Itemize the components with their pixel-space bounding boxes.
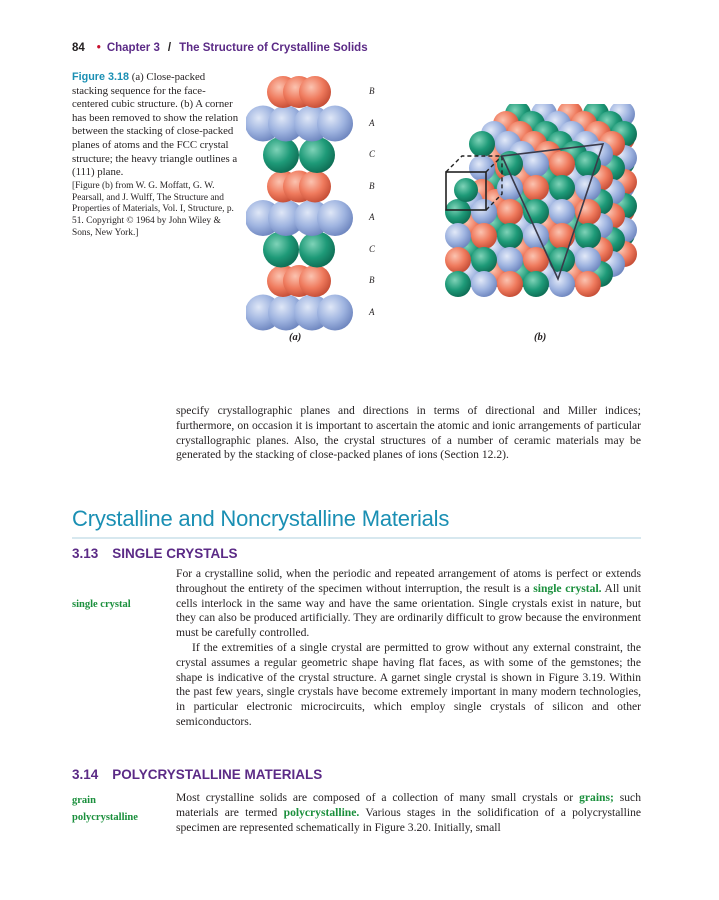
atom <box>523 151 549 177</box>
running-head <box>72 42 368 54</box>
atom <box>497 271 523 297</box>
figure-caption <box>72 71 242 240</box>
atom-layer-a <box>317 106 353 142</box>
paragraph-text: such materials are termed <box>176 791 642 819</box>
running-head-separator: • <box>96 42 101 54</box>
atom <box>575 247 601 273</box>
corner-cell-atom <box>454 178 478 202</box>
subsection-title: POLYCRYSTALLINE MATERIALS <box>112 767 323 782</box>
atom-layer-c <box>263 232 299 268</box>
atom <box>523 271 549 297</box>
paragraph-text: All unit cells interlock in the same way and have the same orientation. Single crystals exist in nature, but they can also be produced artificially. They are ordinarily difficult to grow because the environment must be carefully controlled. <box>176 581 642 640</box>
atom-layer-c <box>299 232 335 268</box>
atom <box>445 271 471 297</box>
atom <box>497 199 523 225</box>
running-head-slash: / <box>167 42 172 54</box>
atom-layer-b <box>299 171 331 203</box>
paragraph: If the extremities of a single crystal are permitted to grow without any external constraint, the crystal assumes a regular geometric shape having flat faces, as with some of the gemstones; the shape is indicative of the crystal structure. A garnet single crystal is shown in Figure 3.19. Within the past few years, single crystals have become extremely important in many modern technologies, in particular electronic microcircuits, which employ single crystals of silicon and other semiconductors. <box>176 640 641 728</box>
page-number: 84 <box>72 42 85 54</box>
glossary-term: single crystal. <box>533 581 602 595</box>
paragraph <box>176 791 641 835</box>
atom <box>549 151 575 177</box>
figure-b-fcc-cube <box>428 104 648 314</box>
margin-term-grain: grain <box>72 795 96 806</box>
figure-label: Figure 3.18 <box>72 71 130 83</box>
atom <box>469 131 495 157</box>
paragraph-text: Various stages in the solidification of a polycrystalline specimen are represented schematically in Figure 3.20. Initially, small <box>176 805 642 834</box>
glossary-term: grains; <box>579 791 614 804</box>
section-title: Crystalline and Noncrystalline Materials <box>72 506 450 531</box>
section-3-13-body <box>176 567 641 730</box>
atom <box>497 247 523 273</box>
layer-letter: A <box>369 212 375 222</box>
atom <box>469 155 495 181</box>
subsection-3-13-heading <box>72 546 238 561</box>
layer-letter: C <box>369 243 376 254</box>
atom <box>575 223 601 249</box>
layer-letter: B <box>369 86 375 96</box>
subsection-title: SINGLE CRYSTALS <box>112 546 238 561</box>
margin-term-polycrystalline: polycrystalline <box>72 812 138 823</box>
atom-layer-c <box>263 137 299 173</box>
atom <box>471 247 497 273</box>
intro-paragraph <box>176 404 641 463</box>
atom <box>575 271 601 297</box>
atom-layer-b <box>299 76 331 108</box>
atom <box>549 223 575 249</box>
margin-term-single-crystal: single crystal <box>72 599 131 610</box>
atom <box>575 199 601 225</box>
paragraph-text: Most crystalline solids are composed of a collection of many small crystals or <box>176 791 580 804</box>
atom <box>471 223 497 249</box>
figure-caption-text: (a) Close-packed stacking sequence for the face-centered cubic structure. (b) A corner has been removed to show the relation between the stacking of close-packed planes of atoms and the FCC crystal structure; the heavy triangle outlines a (111) plane. <box>72 71 239 179</box>
atom <box>549 175 575 201</box>
chapter-title: The Structure of Crystalline Solids <box>179 42 368 54</box>
atom <box>549 271 575 297</box>
subsection-number: 3.14 <box>72 767 99 782</box>
atom <box>445 223 471 249</box>
subsection-3-14-heading <box>72 767 322 782</box>
atom <box>549 199 575 225</box>
figure-credit: [Figure (b) from W. G. Moffatt, G. W. Pearsall, and J. Wulff, The Structure and Properties of Materials, Vol. I, Structure, p. 51. Copyright © 1964 by John Wiley & Sons, New York.] <box>72 180 234 238</box>
paragraph <box>176 567 641 641</box>
chapter-label: Chapter 3 <box>106 42 160 54</box>
atom <box>445 199 471 225</box>
atom-layer-b <box>299 265 331 297</box>
atom <box>471 271 497 297</box>
layer-letter: A <box>369 306 375 317</box>
atom <box>497 223 523 249</box>
atom <box>445 247 471 273</box>
atom <box>497 175 523 201</box>
atom <box>523 175 549 201</box>
layer-letter: B <box>369 180 375 191</box>
section-rule <box>72 537 641 539</box>
layer-letter: B <box>369 275 375 285</box>
subfigure-a-label: (a) <box>289 332 302 343</box>
atom-layer-c <box>299 137 335 173</box>
subfigure-b-label: (b) <box>534 332 547 343</box>
atom-layer-a <box>317 200 353 236</box>
paragraph-text: For a crystalline solid, when the periodic and repeated arrangement of atoms is perfect or extends throughout the entirety of the specimen without interruption, the result is a <box>176 567 641 595</box>
atom <box>523 223 549 249</box>
section-3-14-body <box>176 791 641 835</box>
layer-letter: C <box>369 149 376 159</box>
layer-letter: A <box>369 117 375 128</box>
atom-layer-a <box>317 295 353 331</box>
glossary-term: polycrystalline. <box>283 805 360 819</box>
intro-paragraph-text: specify crystallographic planes and directions in terms of directional and Miller indices; furthermore, on occasion it is important to ascertain the atomic and ionic arrangements of particular crystallographic planes. Also, the crystal structures of a number of ceramic materials may be generated by the stacking of close-packed planes of ions (Section 12.2). <box>176 404 641 462</box>
figure-a-stacking-diagram <box>246 72 386 342</box>
subsection-number: 3.13 <box>72 546 99 561</box>
